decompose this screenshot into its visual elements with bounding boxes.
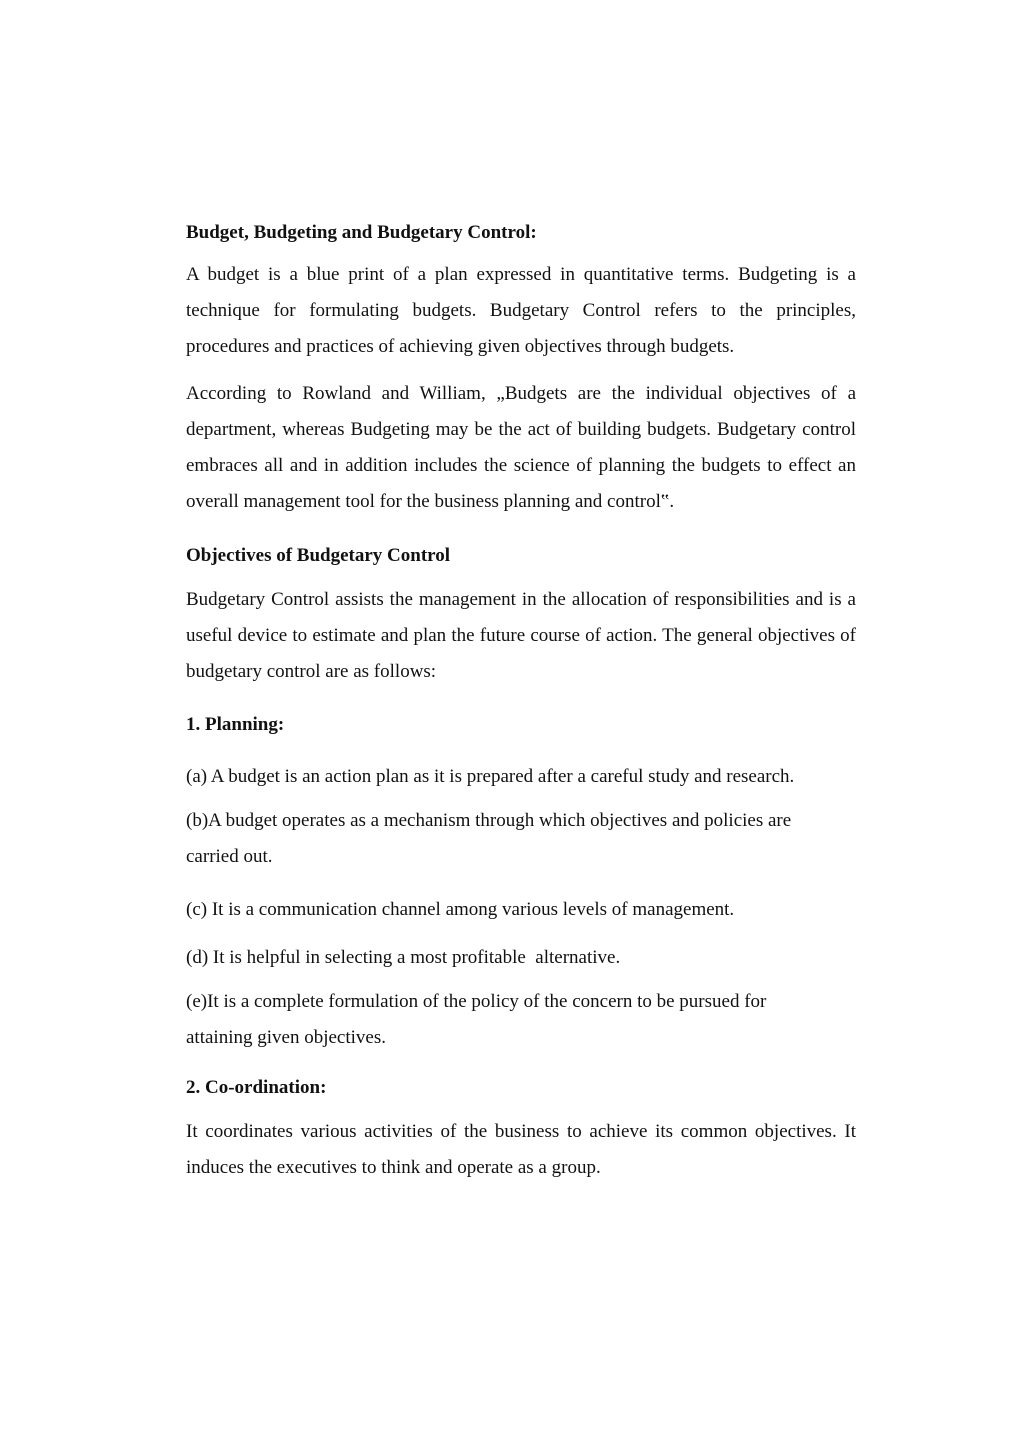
subheading-coordination: 2. Co-ordination: [186, 1077, 327, 1098]
paragraph-coordination: It coordinates various activities of the business to achieve its common objectives. It induces the executives to think and operate as a group. [186, 1121, 856, 1178]
list-item-e: (e)It is a complete formulation of the policy of the concern to be pursued for attaining given objectives. [186, 991, 767, 1048]
section-heading-objectives: Objectives of Budgetary Control [186, 545, 451, 566]
paragraph-objectives-intro: Budgetary Control assists the management in the allocation of responsibilities and is a useful device to estimate and plan the future course of action. The general objectives of budgetary control are as follows: [186, 589, 856, 682]
section-heading-budget: Budget, Budgeting and Budgetary Control: [186, 222, 537, 243]
subheading-planning: 1. Planning: [186, 714, 285, 735]
paragraph-budget-definition: A budget is a blue print of a plan expressed in quantitative terms. Budgeting is a technique for formulating budgets. Budgetary Control refers to the principles, procedures and practices of achieving given objectives through budgets. [186, 264, 856, 357]
list-item-a: (a) A budget is an action plan as it is prepared after a careful study and research. [186, 766, 795, 787]
list-item-c: (c) It is a communication channel among various levels of management. [186, 899, 735, 920]
list-item-b: (b)A budget operates as a mechanism through which objectives and policies are carried out. [186, 810, 792, 867]
paragraph-rowland-william-quote: According to Rowland and William, „Budgets are the individual objectives of a department, whereas Budgeting may be the act of building budgets. Budgetary control embraces all and in addition includes the science of planning the budgets to effect an overall management tool for the business planning and control‟. [186, 383, 856, 512]
list-item-d: (d) It is helpful in selecting a most profitable alternative. [186, 947, 621, 968]
document-page [186, 219, 856, 1186]
